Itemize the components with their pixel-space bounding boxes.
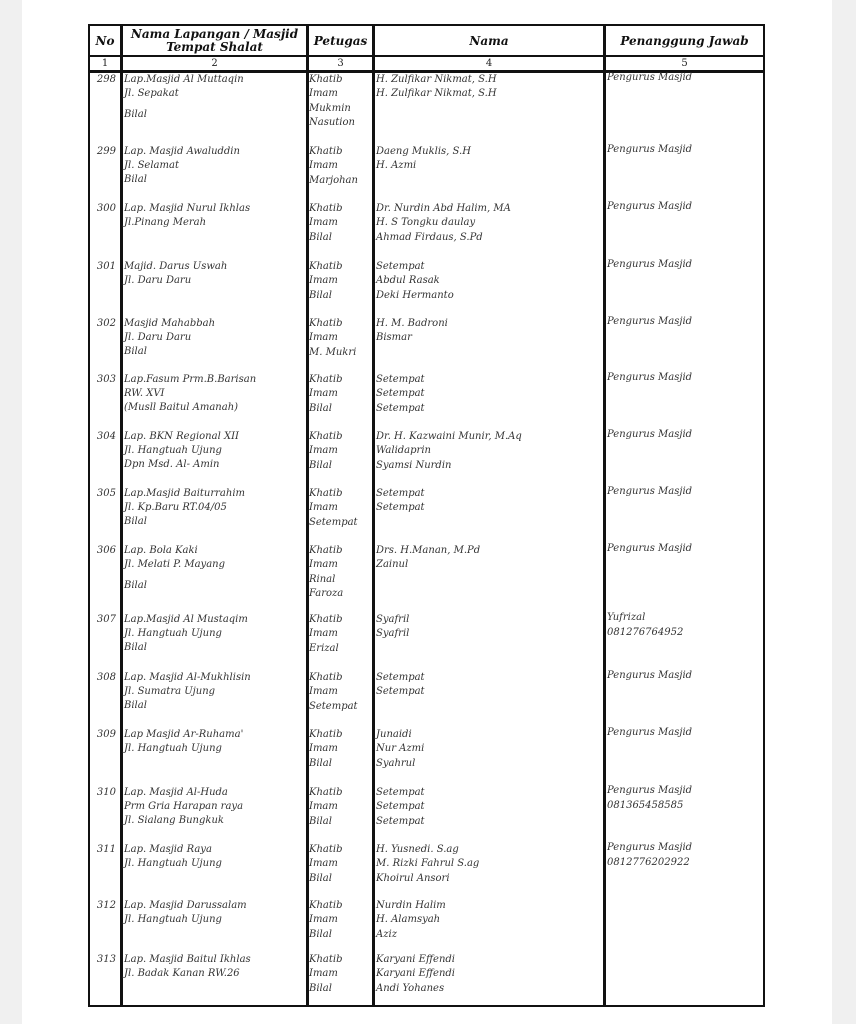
location-line: Lap.Fasum Prm.B.Barisan (124, 374, 257, 385)
officer-name: H. Yusnedi. S.ag (376, 844, 459, 855)
officer-name: Nurdin Halim (376, 900, 446, 911)
officer-name: H. Zulfikar Nikmat, S.H (376, 88, 497, 99)
location-line: Bilal (124, 642, 147, 653)
officer-name: Junaidi (376, 729, 412, 740)
responsible-party: Pengurus Masjid (607, 785, 693, 796)
column-divider (603, 24, 606, 1007)
officer-name: Dr. Nurdin Abd Halim, MA (376, 203, 511, 214)
responsible-party: 081365458585 (607, 800, 684, 811)
responsible-party: Pengurus Masjid (607, 842, 693, 853)
officer-role: Bilal (309, 460, 332, 471)
responsible-party: 081276764952 (607, 627, 684, 638)
officer-role: Imam (309, 160, 338, 171)
location-line: Masjid Mahabbah (124, 318, 216, 329)
location-line: Lap.Masjid Al Mustaqim (124, 614, 248, 625)
officer-name: Setempat (376, 816, 425, 827)
row-number: 306 (96, 545, 116, 556)
officer-name: Drs. H.Manan, M.Pd (376, 545, 481, 556)
location-line: Lap. Masjid Baitul Ikhlas (124, 954, 251, 965)
location-line: Lap. BKN Regional XII (124, 431, 239, 442)
officer-name: Syafril (376, 614, 410, 625)
location-line: Majid. Darus Uswah (124, 261, 228, 272)
column-number: 4 (485, 58, 493, 69)
officer-name: Daeng Muklis, S.H (376, 146, 471, 157)
location-line: RW. XVI (124, 388, 165, 399)
officer-name: H. S Tongku daulay (376, 217, 476, 228)
officer-role: Imam (309, 559, 338, 570)
officer-role: Imam (309, 743, 338, 754)
officer-name: Nur Azmi (376, 743, 425, 754)
row-number: 302 (96, 318, 116, 329)
officer-role: Imam (309, 914, 338, 925)
officer-role: Bilal (309, 983, 332, 994)
column-number: 2 (211, 58, 218, 69)
responsible-party: Pengurus Masjid (607, 316, 693, 327)
responsible-party: Pengurus Masjid (607, 543, 693, 554)
responsible-party: Pengurus Masjid (607, 372, 693, 383)
row-number: 300 (96, 203, 116, 214)
location-line: Lap. Masjid Darussalam (124, 900, 247, 911)
officer-role: Khatib (309, 900, 343, 911)
officer-role: Bilal (309, 873, 332, 884)
officer-role: Imam (309, 858, 338, 869)
location-line: Jl. Hangtuah Ujung (124, 914, 222, 925)
officer-role: Khatib (309, 203, 343, 214)
officer-role: Imam (309, 801, 338, 812)
officer-role: Rinal (309, 574, 336, 585)
officer-role: Imam (309, 332, 338, 343)
officer-name: Setempat (376, 672, 425, 683)
column-number: 1 (101, 58, 109, 69)
row-number: 313 (96, 954, 116, 965)
officer-role: Bilal (309, 290, 332, 301)
officer-name: H. Alamsyah (376, 914, 441, 925)
location-line: Lap Masjid Ar-Ruhama' (124, 729, 244, 740)
officer-name: Dr. H. Kazwaini Munir, M.Aq (376, 431, 522, 442)
location-line: Bilal (124, 516, 147, 527)
location-line: Jl. Sumatra Ujung (124, 686, 216, 697)
location-line: Jl. Hangtuah Ujung (124, 858, 222, 869)
row-number: 298 (96, 74, 116, 85)
officer-name: Setempat (376, 502, 425, 513)
location-line: Jl. Hangtuah Ujung (124, 445, 222, 456)
row-number: 303 (96, 374, 116, 385)
officer-name: Khoirul Ansori (376, 873, 450, 884)
officer-role: Khatib (309, 787, 343, 798)
officer-name: Setempat (376, 261, 425, 272)
column-divider (372, 24, 375, 1007)
officer-role: Khatib (309, 844, 343, 855)
row-number: 305 (96, 488, 116, 499)
officer-role: Imam (309, 628, 338, 639)
officer-role: Imam (309, 88, 338, 99)
location-line: Jl. Kp.Baru RT.04/05 (124, 502, 227, 513)
row-number: 312 (96, 900, 116, 911)
location-line: Dpn Msd. Al- Amin (124, 459, 220, 470)
responsible-party: Yufrizal (607, 612, 646, 623)
officer-name: Karyani Effendi (376, 968, 455, 979)
location-line: Bilal (124, 346, 147, 357)
location-line: Lap. Masjid Raya (124, 844, 212, 855)
location-line: Lap. Bola Kaki (124, 545, 198, 556)
officer-role: Khatib (309, 729, 343, 740)
officer-name: Abdul Rasak (376, 275, 440, 286)
header-no: No (95, 33, 115, 48)
officer-role: Khatib (309, 146, 343, 157)
officer-name: H. Azmi (376, 160, 417, 171)
location-line: Jl. Melati P. Mayang (124, 559, 225, 570)
officer-name: Setempat (376, 374, 425, 385)
officer-name: Setempat (376, 488, 425, 499)
officer-role: Setempat (309, 517, 358, 528)
column-number: 5 (681, 58, 688, 69)
location-line: Bilal (124, 700, 147, 711)
officer-name: M. Rizki Fahrul S.ag (376, 858, 480, 869)
officer-role: Khatib (309, 74, 343, 85)
officer-role: Bilal (309, 929, 332, 940)
officer-name: Ahmad Firdaus, S.Pd (376, 232, 483, 243)
officer-role: Imam (309, 502, 338, 513)
location-line: Jl. Sialang Bungkuk (124, 815, 224, 826)
officer-role: Khatib (309, 614, 343, 625)
location-line: Jl. Hangtuah Ujung (124, 743, 222, 754)
officer-name: Setempat (376, 388, 425, 399)
column-number: 3 (337, 58, 344, 69)
officer-role: Imam (309, 968, 338, 979)
officer-name: Setempat (376, 686, 425, 697)
location-line: Lap.Masjid Baiturrahim (124, 488, 246, 499)
location-line: Lap.Masjid Al Muttaqin (124, 74, 244, 85)
location-line: Lap. Masjid Nurul Ikhlas (124, 203, 251, 214)
officer-role: Bilal (309, 816, 332, 827)
responsible-party: Pengurus Masjid (607, 670, 693, 681)
officer-name: Walidaprin (376, 445, 431, 456)
officer-role: Khatib (309, 431, 343, 442)
location-line: Bilal (124, 109, 147, 120)
officer-name: Aziz (376, 929, 397, 940)
responsible-party: Pengurus Masjid (607, 144, 693, 155)
row-number: 301 (96, 261, 116, 272)
responsible-party: Pengurus Masjid (607, 259, 693, 270)
officer-role: Setempat (309, 701, 358, 712)
responsible-party: Pengurus Masjid (607, 727, 693, 738)
location-line: Jl. Daru Daru (124, 275, 192, 286)
header-nama: Nama (469, 33, 509, 48)
officer-name: Syamsi Nurdin (376, 460, 452, 471)
officer-role: Mukmin (309, 103, 351, 114)
location-line: Bilal (124, 174, 147, 185)
responsible-party: Pengurus Masjid (607, 72, 693, 83)
officer-role: Imam (309, 686, 338, 697)
location-line: Jl. Daru Daru (124, 332, 192, 343)
officer-role: Imam (309, 275, 338, 286)
column-divider (120, 24, 123, 1007)
officer-role: Khatib (309, 261, 343, 272)
officer-name: Syahrul (376, 758, 416, 769)
officer-role: Bilal (309, 232, 332, 243)
officer-role: M. Mukri (309, 347, 357, 358)
officer-name: Karyani Effendi (376, 954, 455, 965)
row-number: 308 (96, 672, 116, 683)
row-number: 299 (96, 146, 116, 157)
officer-role: Khatib (309, 672, 343, 683)
location-line: Jl. Hangtuah Ujung (124, 628, 222, 639)
officer-name: Andi Yohanes (376, 983, 445, 994)
responsible-party: Pengurus Masjid (607, 429, 693, 440)
officer-role: Khatib (309, 545, 343, 556)
officer-name: Setempat (376, 801, 425, 812)
row-number: 311 (96, 844, 116, 855)
officer-role: Bilal (309, 403, 332, 414)
location-line: Bilal (124, 580, 147, 591)
officer-name: Setempat (376, 403, 425, 414)
officer-name: Deki Hermanto (376, 290, 454, 301)
responsible-party: 0812776202922 (607, 857, 690, 868)
officer-role: Khatib (309, 954, 343, 965)
officer-role: Bilal (309, 758, 332, 769)
officer-role: Erizal (309, 643, 339, 654)
location-line: Jl. Selamat (124, 160, 179, 171)
location-line: Lap. Masjid Awaluddin (124, 146, 240, 157)
header-petugas: Petugas (313, 33, 368, 48)
officer-role: Khatib (309, 374, 343, 385)
officer-name: Setempat (376, 787, 425, 798)
location-line: (Musll Baitul Amanah) (124, 402, 239, 413)
officer-role: Marjohan (309, 175, 358, 186)
location-line: Lap. Masjid Al-Mukhlisin (124, 672, 251, 683)
row-number: 310 (96, 787, 116, 798)
responsible-party: Pengurus Masjid (607, 201, 693, 212)
officer-name: H. Zulfikar Nikmat, S.H (376, 74, 497, 85)
officer-role: Khatib (309, 488, 343, 499)
officer-name: Zainul (376, 559, 409, 570)
header-lokasi: Nama Lapangan / Masjid Tempat Shalat (130, 27, 299, 54)
officer-name: Syafril (376, 628, 410, 639)
officer-role: Imam (309, 217, 338, 228)
location-line: Jl. Badak Kanan RW.26 (124, 968, 240, 979)
location-line: Prm Gria Harapan raya (124, 801, 244, 812)
header-penanggung-jawab: Penanggung Jawab (620, 33, 749, 48)
officer-role: Imam (309, 445, 338, 456)
row-number: 307 (96, 614, 116, 625)
officer-role: Imam (309, 388, 338, 399)
location-line: Lap. Masjid Al-Huda (124, 787, 228, 798)
row-number: 309 (96, 729, 116, 740)
officer-role: Nasution (309, 117, 355, 128)
location-line: Jl. Sepakat (124, 88, 179, 99)
officer-role: Khatib (309, 318, 343, 329)
officer-role: Faroza (309, 588, 344, 599)
location-line: Jl.Pinang Merah (124, 217, 207, 228)
officer-name: H. M. Badroni (376, 318, 448, 329)
officer-name: Bismar (376, 332, 412, 343)
responsible-party: Pengurus Masjid (607, 486, 693, 497)
row-number: 304 (96, 431, 116, 442)
